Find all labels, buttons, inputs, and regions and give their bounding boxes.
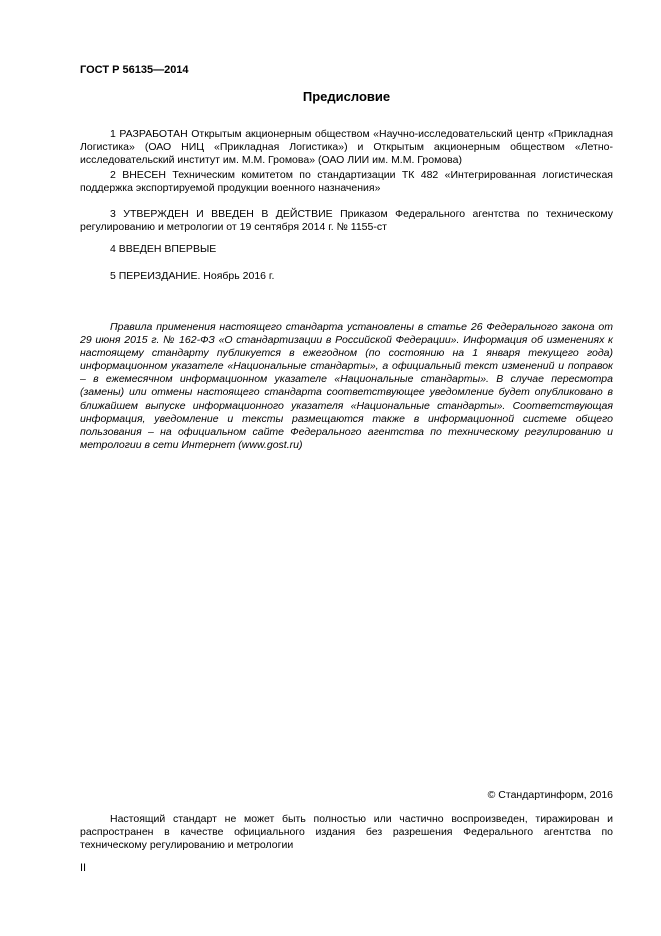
foreword-item-reissue: 5 ПЕРЕИЗДАНИЕ. Ноябрь 2016 г.	[110, 270, 275, 282]
foreword-item-developed: 1 РАЗРАБОТАН Открытым акционерным обществом «Научно-исследовательский центр «Прикладная Логистика» (ОАО НИЦ «Прикладная Логистика») и Открытым акционерным обществом «Летно-исследовательский институт им. М.М. Громова» (ОАО ЛИИ им. М.М. Громова)	[80, 128, 613, 166]
foreword-item-submitted: 2 ВНЕСЕН Техническим комитетом по стандартизации ТК 482 «Интегрированная логистическая поддержка экспортируемой продукции военного назначения»	[80, 169, 613, 194]
reproduction-notice: Настоящий стандарт не может быть полностью или частично воспроизведен, тиражирован и распространен в качестве официального издания без разрешения Федерального агентства по техническому регулированию и метрологии	[80, 813, 613, 851]
document-code: ГОСТ Р 56135—2014	[80, 64, 189, 76]
section-title: Предисловие	[302, 89, 391, 104]
foreword-item-approved: 3 УТВЕРЖДЕН И ВВЕДЕН В ДЕЙСТВИЕ Приказом Федерального агентства по техническому регулированию и метрологии от 19 сентября 2014 г. № 1155-ст	[80, 208, 613, 233]
page-number: II	[80, 862, 87, 874]
copyright-line: © Стандартинформ, 2016	[487, 789, 613, 801]
foreword-item-first-introduced: 4 ВВЕДЕН ВПЕРВЫЕ	[110, 243, 217, 255]
application-rules-notice: Правила применения настоящего стандарта установлены в статье 26 Федерального закона от 29 июня 2015 г. № 162-ФЗ «О стандартизации в Российской Федерации». Информация об изменениях к настоящему стандарту публикуется в ежегодном (по состоянию на 1 января текущего года) информационном указателе «Национальные стандарты», а официальный текст изменений и поправок – в ежемесячном информационном указателе «Национальные стандарты». В случае пересмотра (замены) или отмены настоящего стандарта соответствующее уведомление будет опубликовано в ближайшем выпуске информационного указателя «Национальные стандарты». Соответствующая информация, уведомление и тексты размещаются также в информационной системе общего пользования – на официальном сайте Федерального агентства по техническому регулированию и метрологии в сети Интернет (www.gost.ru)	[80, 321, 613, 451]
